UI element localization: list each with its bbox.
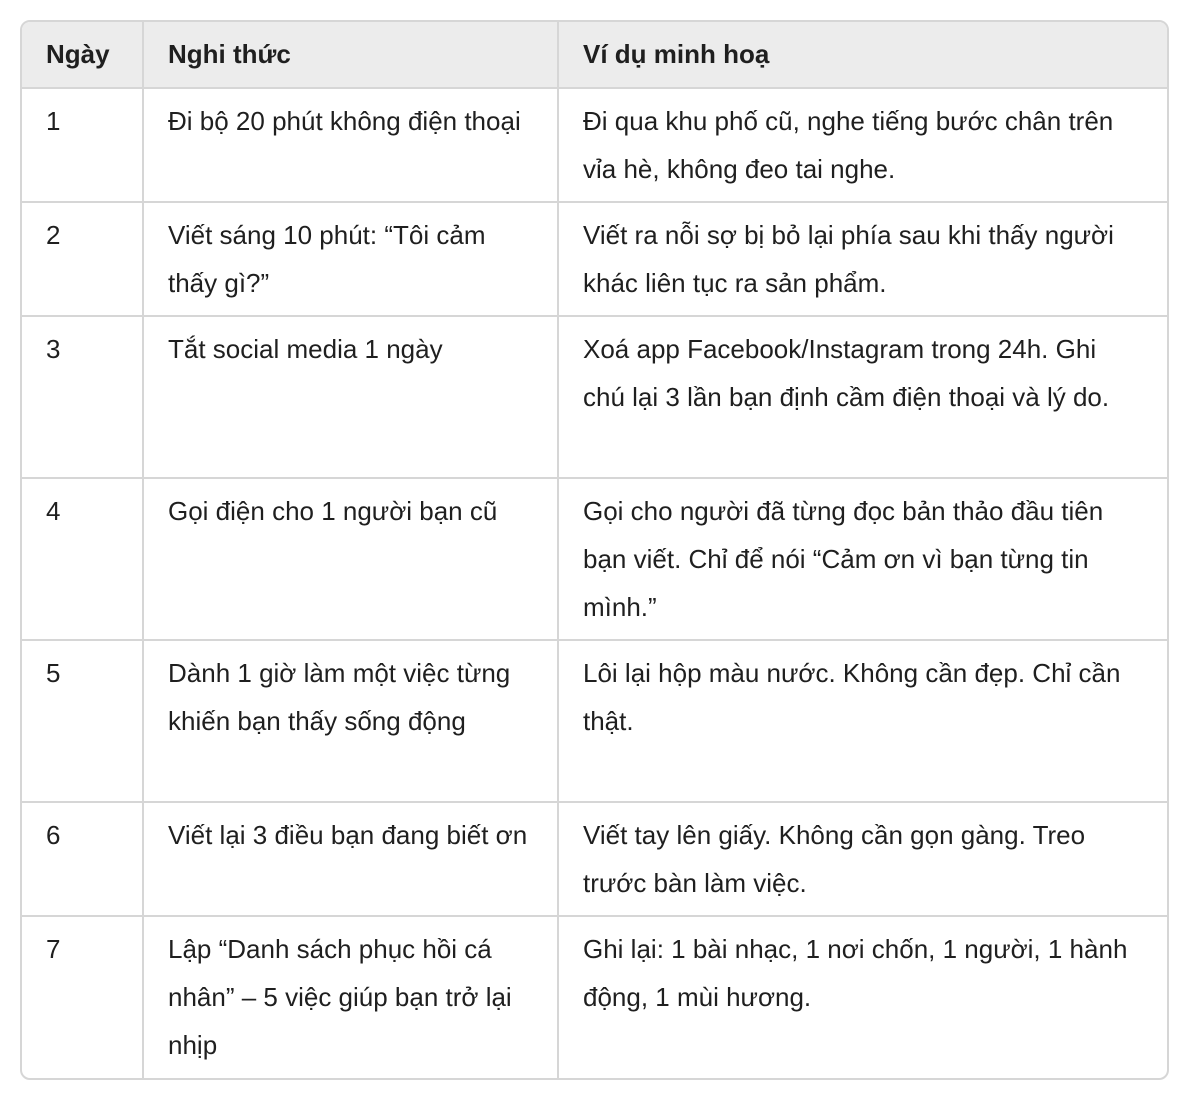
ritual-cell: Dành 1 giờ làm một việc từng khiến bạn thấy sống động xyxy=(143,640,558,802)
day-cell: 5 xyxy=(22,640,143,802)
ritual-table xyxy=(20,20,1169,1080)
table-row xyxy=(22,916,1167,1078)
example-cell: Gọi cho người đã từng đọc bản thảo đầu tiên bạn viết. Chỉ để nói “Cảm ơn vì bạn từng tin mình.” xyxy=(558,478,1167,640)
table-body xyxy=(22,88,1167,1078)
ritual-cell: Đi bộ 20 phút không điện thoại xyxy=(143,88,558,202)
table-row xyxy=(22,478,1167,640)
table-row xyxy=(22,202,1167,316)
table-row xyxy=(22,802,1167,916)
example-cell: Xoá app Facebook/Instagram trong 24h. Ghi chú lại 3 lần bạn định cầm điện thoại và lý do. xyxy=(558,316,1167,478)
table xyxy=(22,22,1167,1078)
ritual-cell: Viết lại 3 điều bạn đang biết ơn xyxy=(143,802,558,916)
ritual-cell: Viết sáng 10 phút: “Tôi cảm thấy gì?” xyxy=(143,202,558,316)
header-row xyxy=(22,22,1167,88)
table-row xyxy=(22,88,1167,202)
example-cell: Ghi lại: 1 bài nhạc, 1 nơi chốn, 1 người, 1 hành động, 1 mùi hương. xyxy=(583,934,1128,1012)
header-ritual: Nghi thức xyxy=(143,22,558,88)
example-cell: Viết ra nỗi sợ bị bỏ lại phía sau khi thấy người khác liên tục ra sản phẩm. xyxy=(558,202,1167,316)
day-cell: 7 xyxy=(22,916,143,1078)
example-cell: Đi qua khu phố cũ, nghe tiếng bước chân trên vỉa hè, không đeo tai nghe. xyxy=(558,88,1167,202)
table-header xyxy=(22,22,1167,88)
example-cell: Lôi lại hộp màu nước. Không cần đẹp. Chỉ cần thật. xyxy=(558,640,1167,802)
header-example: Ví dụ minh hoạ xyxy=(558,22,1167,88)
day-cell: 1 xyxy=(22,88,143,202)
header-day: Ngày xyxy=(22,22,143,88)
day-cell: 2 xyxy=(22,202,143,316)
day-cell: 6 xyxy=(22,802,143,916)
day-cell: 3 xyxy=(22,316,143,478)
ritual-cell: Lập “Danh sách phục hồi cá nhân” – 5 việc giúp bạn trở lại nhịp xyxy=(143,916,558,1078)
day-cell: 4 xyxy=(22,478,143,640)
example-cell: Viết tay lên giấy. Không cần gọn gàng. Treo trước bàn làm việc. xyxy=(558,802,1167,916)
table-row xyxy=(22,316,1167,478)
table-row xyxy=(22,640,1167,802)
ritual-cell: Tắt social media 1 ngày xyxy=(143,316,558,478)
ritual-cell: Gọi điện cho 1 người bạn cũ xyxy=(143,478,558,640)
